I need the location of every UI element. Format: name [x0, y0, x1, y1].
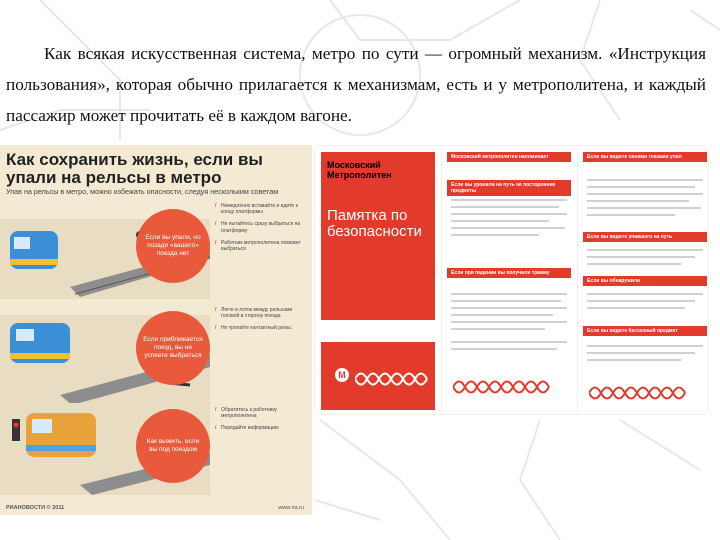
advice-circle-1: Если вы упали, но позади «вашего» поезда нет	[136, 209, 210, 283]
tips-group-1	[215, 203, 307, 258]
panel2-text-block-1	[449, 196, 569, 246]
advice-circle-2: Если приближается поезд, вы не успеете выбраться	[136, 311, 210, 385]
panel3-text-block-3	[585, 290, 705, 320]
tips-group-2	[215, 307, 307, 338]
brochure-panel-2	[443, 146, 578, 414]
advice-circle-3: Как выжить, если вы под поездом	[136, 409, 210, 483]
poster-subtitle: Упав на рельсы в метро, можно избежать опасности, следуя нескольким советам	[6, 187, 279, 196]
panel2-header-3: Если при падении вы получили травму	[447, 268, 571, 278]
tip-item: / Немедленно вставайте и идите к концу платформы	[215, 203, 307, 215]
intro-paragraph: Как всякая искусственная система, метро по сути — огромный механизм. «Инструкция пользования», которая обычно прилагается к механизмам, есть и у метрополитена, и каждый пассажир может прочитать её в каждом вагоне.	[6, 44, 706, 125]
ornament-wave	[355, 366, 431, 392]
panel3-text-block-2	[585, 246, 705, 276]
ornament-wave-red	[453, 374, 553, 400]
panel2-text-block-2	[449, 290, 569, 360]
panel3-header-2: Если вы видите упавшего на путь	[583, 232, 707, 242]
tip-item: / Передайте информацию	[215, 425, 307, 431]
metro-logo-icon: М	[335, 368, 349, 382]
panel2-header-1: Московский метрополитен напоминает	[447, 152, 571, 162]
panel3-text-block-1	[585, 176, 705, 226]
poster-footer-right: www.ria.ru	[278, 505, 304, 511]
panel3-text-block-4	[585, 342, 705, 372]
tip-item: / Не трогайте контактный рельс	[215, 325, 307, 331]
panel3-header-3: Если вы обнаружили	[583, 276, 707, 286]
panel3-header-4: Если вы видите бесхозный предмет	[583, 326, 707, 336]
tip-item: / Работник метрополитена поможет выбраться	[215, 240, 307, 252]
panel3-header-1: Если вы видите своими глазами упал	[583, 152, 707, 162]
tip-item: / Не пытайтесь сразу выбраться на платформу	[215, 221, 307, 233]
brochure-cover-panel	[315, 146, 442, 414]
poster-title: Как сохранить жизнь, если вы упали на рельсы в метро	[6, 150, 263, 187]
brochure-title: Памятка по безопасности	[327, 207, 422, 240]
panel2-header-2: Если вы уронили на путь не посторонние предметы	[447, 180, 571, 196]
brochure-panel-3	[579, 146, 708, 414]
ornament-wave-red-2	[589, 380, 689, 406]
tip-item: / Лягте в лоток между рельсами головой в сторону поезда	[215, 307, 307, 319]
tip-item: / Обратитесь к работнику метрополитена	[215, 407, 307, 419]
poster-footer-left: РИАНОВОСТИ © 2011	[6, 505, 65, 511]
infographic-poster	[0, 145, 312, 515]
safety-brochure	[315, 146, 708, 414]
metro-logo-text: Московский Метрополитен	[327, 160, 392, 180]
tips-group-3	[215, 407, 307, 438]
